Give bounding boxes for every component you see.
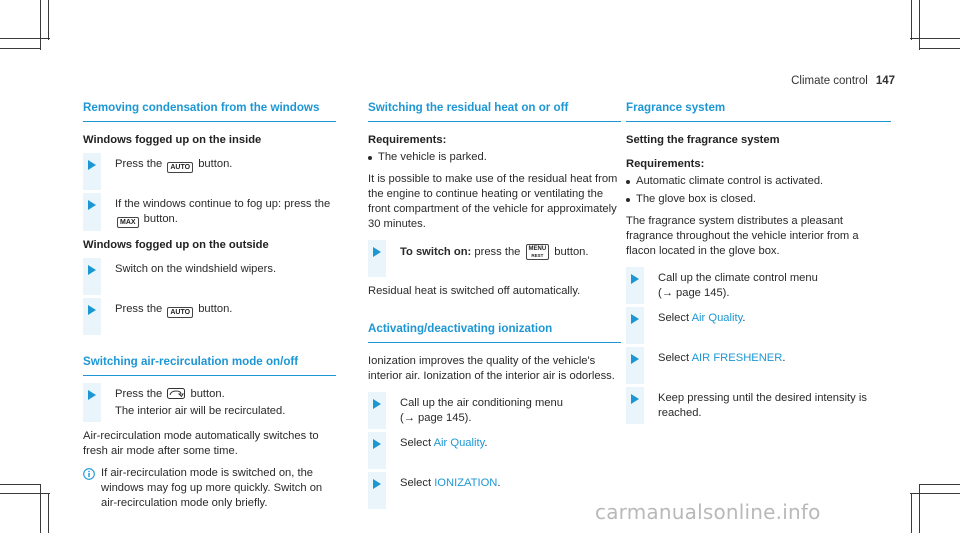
heading-residual-heat: Switching the residual heat on or off <box>368 100 621 122</box>
step-arrow-icon <box>631 314 639 324</box>
crop-mark <box>0 38 50 39</box>
step-arrow-icon <box>88 265 96 275</box>
requirements-label: Requirements: <box>368 134 447 146</box>
step-arrow-icon <box>88 390 96 400</box>
crop-mark <box>919 0 920 50</box>
requirements-label: Requirements: <box>626 158 705 170</box>
crop-mark <box>919 484 920 533</box>
crop-mark <box>911 493 912 533</box>
step: Press the button. The interior air will be recirculated. <box>83 387 336 419</box>
crop-mark <box>920 484 960 485</box>
heading-recirculation: Switching air-recirculation mode on/off <box>83 354 336 376</box>
crop-mark <box>48 0 49 40</box>
list-item: The vehicle is parked. <box>368 150 621 165</box>
step: Call up the air conditioning menu (→ page 145). <box>368 396 621 426</box>
paragraph: Ionization improves the quality of the vehicle's interior air. Ionization of the interior air is odorless. <box>368 355 615 382</box>
info-note-icon <box>83 468 95 485</box>
column-left <box>83 100 336 518</box>
paragraph: It is possible to make use of the residual heat from the engine to continue heating or ventilating the front compartment of the vehicle for approximately 30 minutes. <box>368 173 618 230</box>
list-item: Automatic climate control is activated. <box>626 174 891 189</box>
column-middle <box>368 100 621 516</box>
paragraph: Residual heat is switched off automatically. <box>368 285 581 297</box>
step-arrow-icon <box>631 394 639 404</box>
crop-mark <box>0 493 50 494</box>
heading-ionization: Activating/deactivating ionization <box>368 321 621 343</box>
heading-condensation: Removing condensation from the windows <box>83 100 336 122</box>
step-arrow-icon <box>373 479 381 489</box>
step: Select Air Quality. <box>626 311 891 341</box>
paragraph: Air-recirculation mode automatically switches to fresh air mode after some time. <box>83 430 319 457</box>
step: Select IONIZATION. <box>368 476 621 506</box>
step: Press the AUTO button. <box>83 157 336 187</box>
max-defrost-key-icon: MAX <box>117 217 139 228</box>
step-arrow-icon <box>88 160 96 170</box>
crop-mark <box>0 48 40 49</box>
crop-mark <box>48 493 49 533</box>
subheading-inside: Windows fogged up on the inside <box>83 134 262 146</box>
page-reference: (→ page 145). <box>400 412 472 424</box>
step: To switch on: press the MENU REST button. <box>368 244 621 274</box>
list-item: The glove box is closed. <box>626 192 891 207</box>
step: Select AIR FRESHENER. <box>626 351 891 381</box>
step: Press the AUTO button. <box>83 302 336 332</box>
step: Switch on the windshield wipers. <box>83 262 336 292</box>
page-number: 147 <box>875 75 895 87</box>
step-arrow-icon <box>631 354 639 364</box>
menu-item-air-quality: Air Quality <box>691 312 743 324</box>
menu-item-air-freshener: AIR FRESHENER <box>691 352 783 364</box>
note: If air-recirculation mode is switched on, the windows may fog up more quickly. Switch on air-recirculation mode only briefly. <box>83 466 336 511</box>
step: If the windows continue to fog up: press the MAX button. <box>83 197 336 228</box>
crop-mark <box>40 484 41 533</box>
auto-key-icon: AUTO <box>167 162 193 173</box>
menu-rest-key-icon: MENU REST <box>526 244 550 260</box>
step-arrow-icon <box>373 247 381 257</box>
subheading-outside: Windows fogged up on the outside <box>83 239 269 251</box>
recirculation-icon <box>167 388 185 404</box>
step-arrow-icon <box>631 274 639 284</box>
step-arrow-icon <box>88 305 96 315</box>
step: Keep pressing until the desired intensity is reached. <box>626 391 891 421</box>
step-arrow-icon <box>88 200 96 210</box>
crop-mark <box>910 493 960 494</box>
page-header <box>791 74 895 89</box>
crop-mark <box>0 484 40 485</box>
crop-mark <box>911 0 912 40</box>
crop-mark <box>920 48 960 49</box>
step: Select Air Quality. <box>368 436 621 466</box>
page-reference: (→ page 145). <box>658 287 730 299</box>
paragraph: The fragrance system distributes a pleasant fragrance throughout the vehicle interior from a flacon located in the glove box. <box>626 215 859 257</box>
column-right <box>626 100 891 431</box>
step: Call up the climate control menu (→ page 145). <box>626 271 891 301</box>
heading-fragrance: Fragrance system <box>626 100 891 122</box>
step-arrow-icon <box>373 399 381 409</box>
crop-mark <box>40 0 41 50</box>
menu-item-ionization: IONIZATION <box>434 477 498 489</box>
menu-item-air-quality: Air Quality <box>433 437 485 449</box>
crop-mark <box>910 38 960 39</box>
subheading-setting-fragrance: Setting the fragrance system <box>626 134 780 146</box>
step-arrow-icon <box>373 439 381 449</box>
auto-key-icon: AUTO <box>167 307 193 318</box>
section-title: Climate control <box>791 75 868 87</box>
watermark: carmanualsonline.info <box>595 500 821 524</box>
